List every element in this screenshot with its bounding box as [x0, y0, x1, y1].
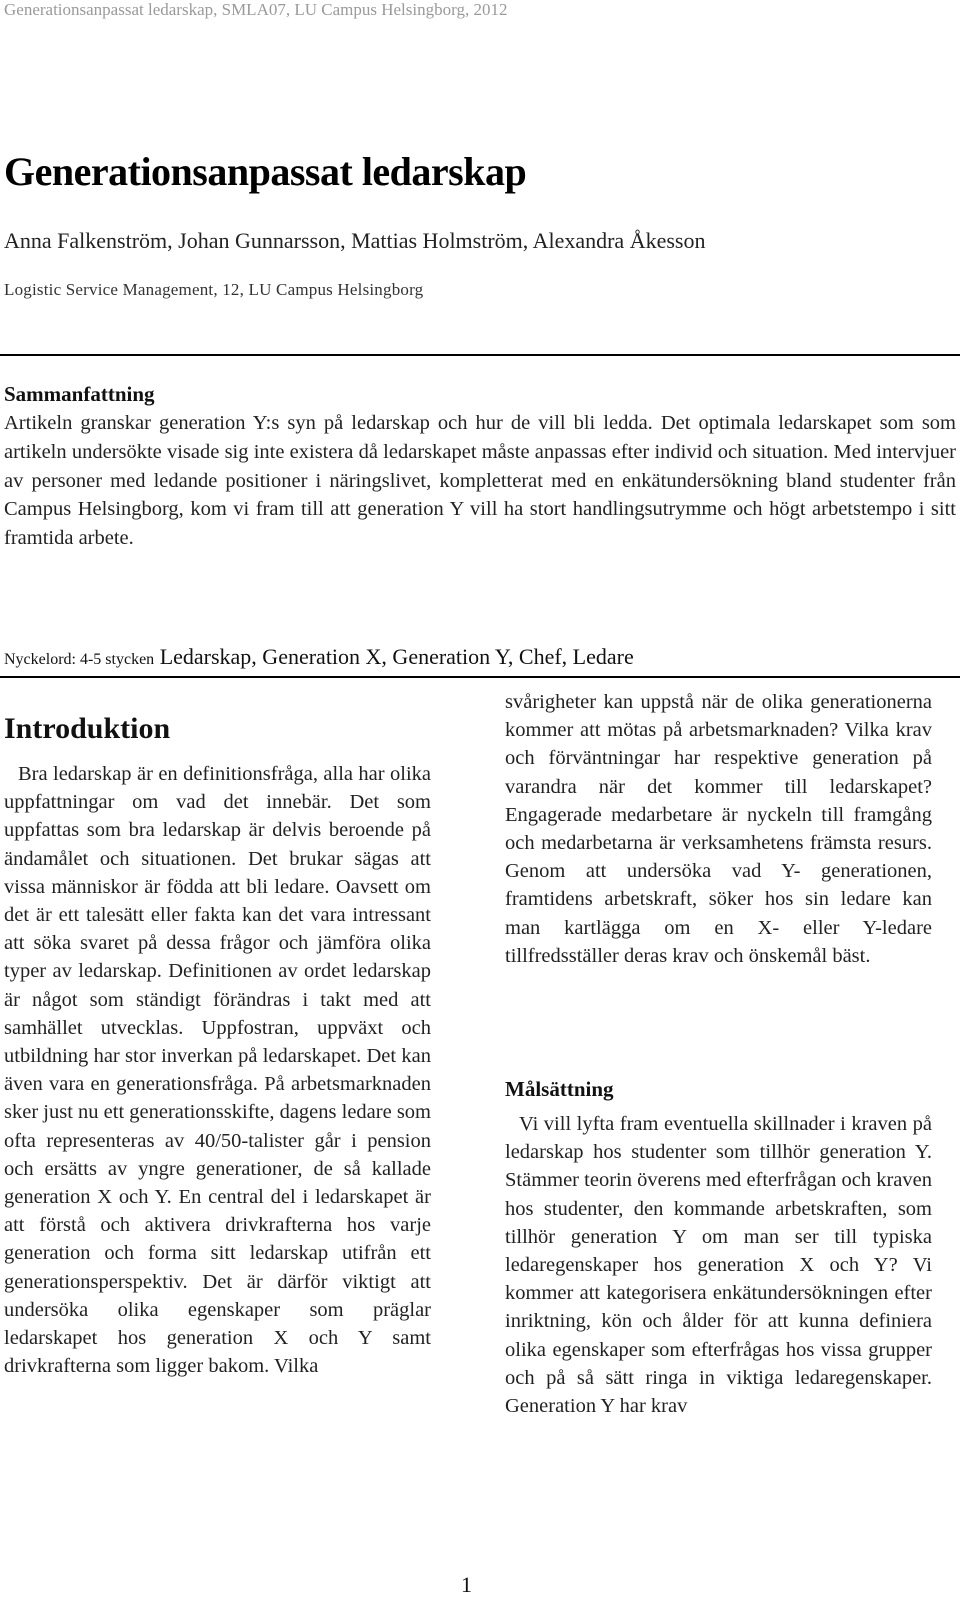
keywords-label: Nyckelord: 4-5 stycken	[4, 651, 155, 668]
running-head: Generationsanpassat ledarskap, SMLA07, LU Campus Helsingborg, 2012	[4, 0, 508, 19]
objective-heading: Målsättning	[505, 1077, 614, 1101]
top-divider	[0, 354, 960, 356]
author-list: Anna Falkenström, Johan Gunnarsson, Mattias Holmström, Alexandra Åkesson	[4, 228, 706, 253]
keywords-line	[4, 644, 634, 670]
introduction-text-continued: svårigheter kan uppstå när de olika generationerna kommer att mötas på arbetsmarknaden? Vilka krav och förväntningar har respektive generation på varandra när det kommer till ledarskapet? Engagerade medarbetare är nyckeln till framgång och medarbetarna är verksamhetens främsta resurs. Genom att undersöka vad Y- generationen, framtidens arbetskraft, söker hos sin ledare kan man kartlägga om en X- eller Y-ledare tillfredsställer deras krav och önskemål bäst.	[505, 691, 932, 967]
keywords-values: Ledarskap, Generation X, Generation Y, Chef, Ledare	[159, 644, 634, 669]
article-title: Generationsanpassat ledarskap	[4, 149, 527, 194]
page-number: 1	[461, 1572, 472, 1597]
introduction-heading: Introduktion	[4, 712, 171, 745]
affiliation: Logistic Service Management, 12, LU Campus Helsingborg	[4, 280, 424, 299]
abstract-heading: Sammanfattning	[4, 382, 155, 406]
introduction-text: Bra ledarskap är en definitionsfråga, alla har olika uppfattningar om vad det innebär. Det som uppfattas som bra ledarskap är delvis beroende på ändamålet och situationen. Det brukar sägas att vissa människor är födda att bli ledare. Oavsett om det är ett talesätt eller fakta kan det vara intressant att söka svaret på dessa frågor och jämföra olika typer av ledarskap. Definitionen av ordet ledarskap är något som ständigt förändras i takt med att samhället utvecklas. Uppfostran, uppväxt och utbildning har stor inverkan på ledarskapet. Det kan även vara en generationsfråga. På arbetsmarknaden sker just nu ett generationsskifte, dagens ledare som ofta representeras av 40/50-talister går i pension och ersätts av yngre generationer, de så kallade generation X och Y. En central del i ledarskapet är att förstå och aktivera drivkrafterna hos varje generation och forma sitt ledarskap utifrån ett generationsperspektiv. Det är därför viktigt att undersöka olika egenskaper som präglar ledarskapet hos generation X och Y samt drivkrafterna som ligger bakom. Vilka	[4, 763, 431, 1378]
objective-text: Vi vill lyfta fram eventuella skillnader i kraven på ledarskap hos studenter som tillhör generation Y. Stämmer teorin överens med efterfrågan och kraven hos studenter, den kommande arbetskraften, som tillhör generation Y om man ser till typiska ledaregenskaper hos generation X och Y? Vi kommer att kategorisera enkätundersökningen efter inriktning, kön och ålder för att kunna definiera olika egenskaper som efterfrågas hos vissa grupper och på så sätt ringa in viktiga ledaregenskaper. Generation Y har krav	[505, 1113, 932, 1418]
abstract-text: Artikeln granskar generation Y:s syn på ledarskap och hur de vill bli ledda. Det optimala ledarskapet som som artikeln undersökte visade sig inte existera då ledarskapet måste anpassas efter individ och situation. Med intervjuer av personer med ledande positioner i näringslivet, kompletterat med en enkätundersökning bland studenter från Campus Helsingborg, kom vi fram till att generation Y vill ha stort handlingsutrymme och högt arbetstempo i sitt framtida arbete.	[4, 412, 956, 550]
keywords-divider	[0, 676, 960, 678]
